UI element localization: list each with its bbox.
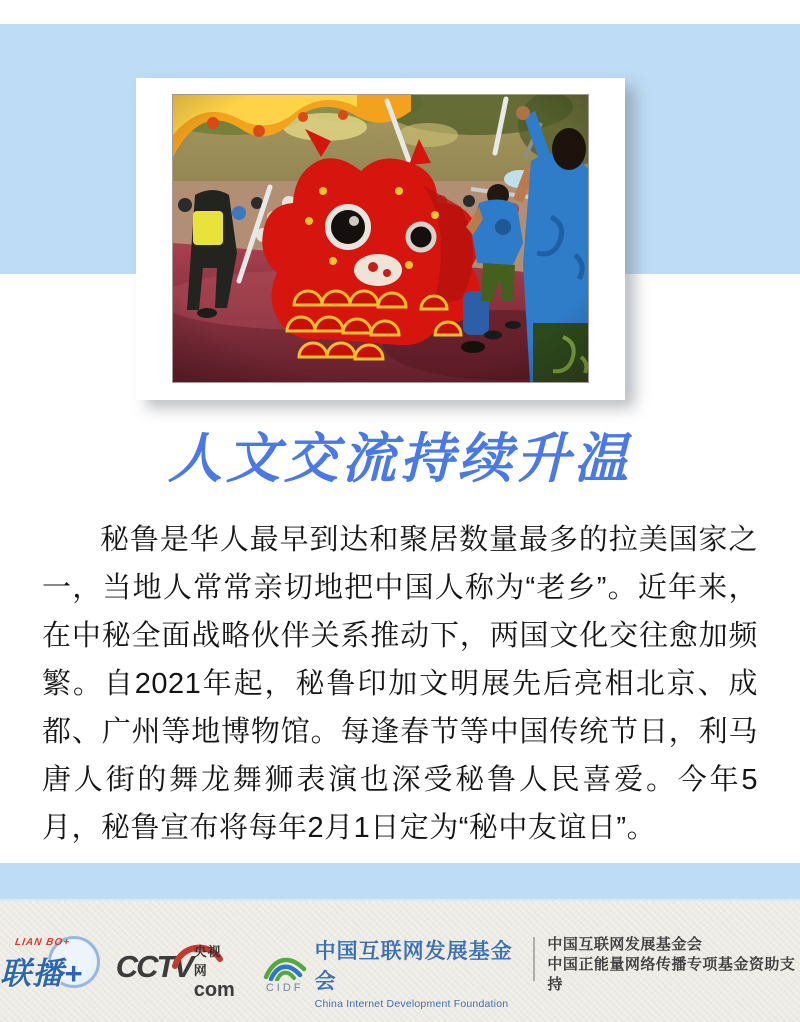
cidf-name-en: China Internet Development Foundation xyxy=(314,998,509,1010)
cidf-name-cn: 中国互联网发展基金会 xyxy=(314,940,513,993)
photo-frame xyxy=(173,95,588,382)
cctv-wordmark: CCTV xyxy=(115,949,193,984)
footer-divider xyxy=(533,937,535,981)
cidf-icon-block xyxy=(263,951,307,994)
sponsor-line-1: 中国互联网发展基金会 xyxy=(547,936,703,953)
cctv-site-cn: 央视网 xyxy=(193,944,222,978)
lianbo-wordmark: 联播+ xyxy=(0,956,84,991)
lianbo-plus-logo xyxy=(0,935,100,993)
cctv-logo xyxy=(115,935,235,1001)
cidf-logo xyxy=(263,935,524,1010)
bottom-blue-band xyxy=(0,863,800,901)
cctv-site-label xyxy=(194,941,235,1001)
cidf-abbr: CIDF xyxy=(265,982,304,994)
photo-card xyxy=(136,78,625,400)
lianbo-tagline: LIAN BO+ xyxy=(14,937,71,948)
hero-blue-band xyxy=(0,24,800,274)
body-paragraph: 秘鲁是华人最早到达和聚居数量最多的拉美国家之一，当地人常常亲切地把中国人称为“老乡”。近年来，在中秘全面战略伙伴关系推动下，两国文化交往愈加频繁。自2021年起，秘鲁印加文明展先后亮相北京、成都、广州等地博物馆。每逢春节等中国传统节日，利马唐人街的舞龙舞狮表演也深受秘鲁人民喜爱。今年5月，秘鲁宣布将每年2月1日定为“秘中友谊日”。 xyxy=(42,524,758,844)
cidf-arcs-icon xyxy=(263,951,307,981)
cctv-site-suffix: com xyxy=(193,979,235,1001)
top-white-strip xyxy=(0,0,800,24)
page-title: 人文交流持续升温 xyxy=(168,426,632,490)
lion-dance-photo xyxy=(173,95,588,382)
sponsor-text-block xyxy=(547,935,800,995)
sponsor-line-2: 中国正能量网络传播专项基金资助支持 xyxy=(547,956,796,993)
footer-logo-bar xyxy=(0,901,800,1022)
cidf-name-block xyxy=(315,935,524,1010)
